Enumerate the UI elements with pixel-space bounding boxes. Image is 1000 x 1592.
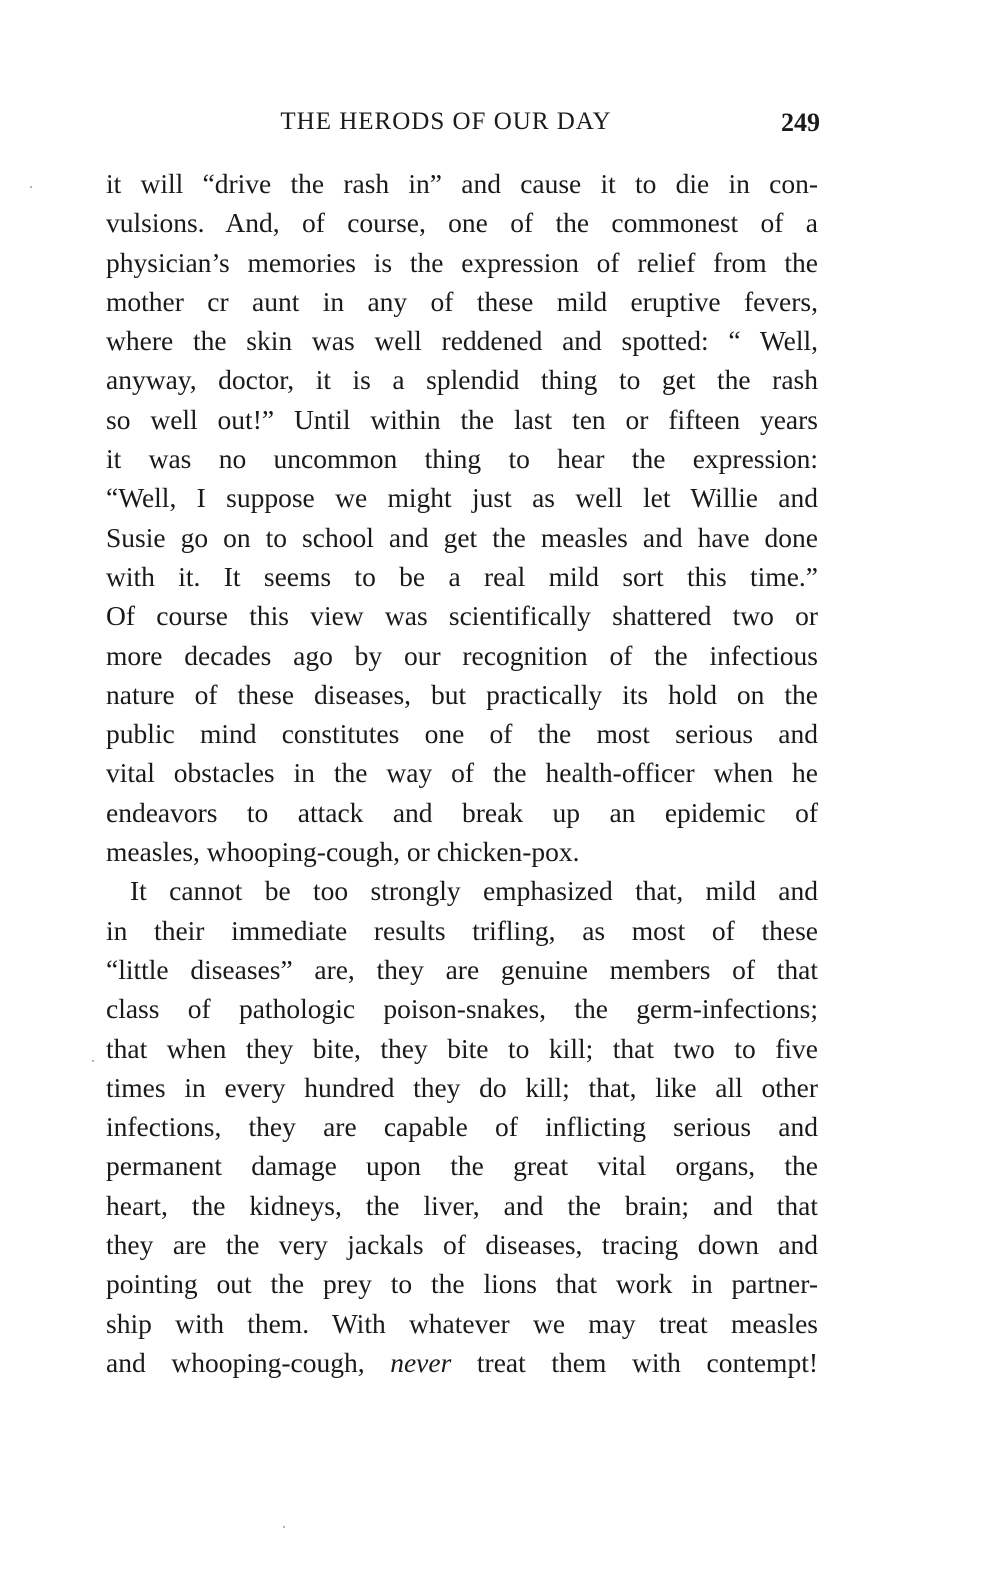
paragraph-1 — [106, 164, 818, 871]
text-line: nature of these diseases, but practically its hold on the — [106, 678, 818, 710]
text-line: “little diseases” are, they are genuine members of that — [106, 953, 818, 985]
body-text — [106, 164, 818, 1382]
text-line: physician’s memories is the expression of relief from the — [106, 246, 818, 278]
text-line: Susie go on to school and get the measles and have done — [106, 521, 818, 553]
text-line: that when they bite, they bite to kill; that two to five — [106, 1032, 818, 1064]
text-line: more decades ago by our recognition of the infectious — [106, 639, 818, 671]
text-line: pointing out the prey to the lions that work in partner- — [106, 1268, 818, 1300]
text-line: so well out!” Until within the last ten or fifteen years — [106, 403, 818, 435]
text-line: It cannot be too strongly emphasized that, mild and — [130, 875, 818, 907]
text-line: in their immediate results trifling, as most of these — [106, 914, 818, 946]
final-text-line — [106, 1343, 818, 1382]
text-line: it will “drive the rash in” and cause it to die in con- — [106, 168, 818, 199]
text-line: measles, whooping-cough, or chicken-pox. — [106, 836, 580, 868]
text-line: Of course this view was scientifically shattered two or — [106, 600, 818, 632]
text-line: mother cr aunt in any of these mild eruptive fevers, — [106, 285, 818, 317]
text-line: endeavors to attack and break up an epidemic of — [106, 796, 818, 828]
text-line: where the skin was well reddened and spotted: “ Well, — [106, 325, 818, 357]
text-line: it was no uncommon thing to hear the expression: — [106, 443, 818, 475]
text-line: permanent damage upon the great vital organs, the — [106, 1150, 818, 1182]
text-line: infections, they are capable of inflicting serious and — [106, 1111, 818, 1143]
text-line: vulsions. And, of course, one of the commonest of a — [106, 207, 818, 239]
text-line: ship with them. With whatever we may treat measles — [106, 1307, 818, 1339]
text-line: vital obstacles in the way of the health-officer when he — [106, 757, 818, 789]
emphasis-never: never — [390, 1346, 452, 1378]
scan-speck — [30, 186, 32, 188]
text-line: “Well, I suppose we might just as well let Willie and — [106, 482, 818, 514]
text-line: heart, the kidneys, the liver, and the brain; and that — [106, 1189, 818, 1221]
text-line: with it. It seems to be a real mild sort this time.” — [106, 560, 818, 592]
text-line: anyway, doctor, it is a splendid thing to get the rash — [106, 364, 818, 396]
page-number: 249 — [781, 108, 820, 137]
text-line: they are the very jackals of diseases, tracing down and — [106, 1229, 818, 1261]
scan-speck — [92, 1060, 94, 1062]
running-title: THE HERODS OF OUR DAY — [280, 108, 612, 135]
text-line: times in every hundred they do kill; that, like all other — [106, 1071, 818, 1103]
text-line: public mind constitutes one of the most serious and — [106, 718, 818, 750]
text-line: class of pathologic poison-snakes, the germ-infections; — [106, 993, 818, 1025]
paragraph-2 — [106, 871, 818, 1382]
running-head — [108, 108, 820, 144]
scan-speck — [283, 1526, 285, 1528]
final-line-after: treat them with contempt! — [451, 1346, 818, 1378]
final-line-before: and whooping-cough, — [106, 1346, 391, 1378]
